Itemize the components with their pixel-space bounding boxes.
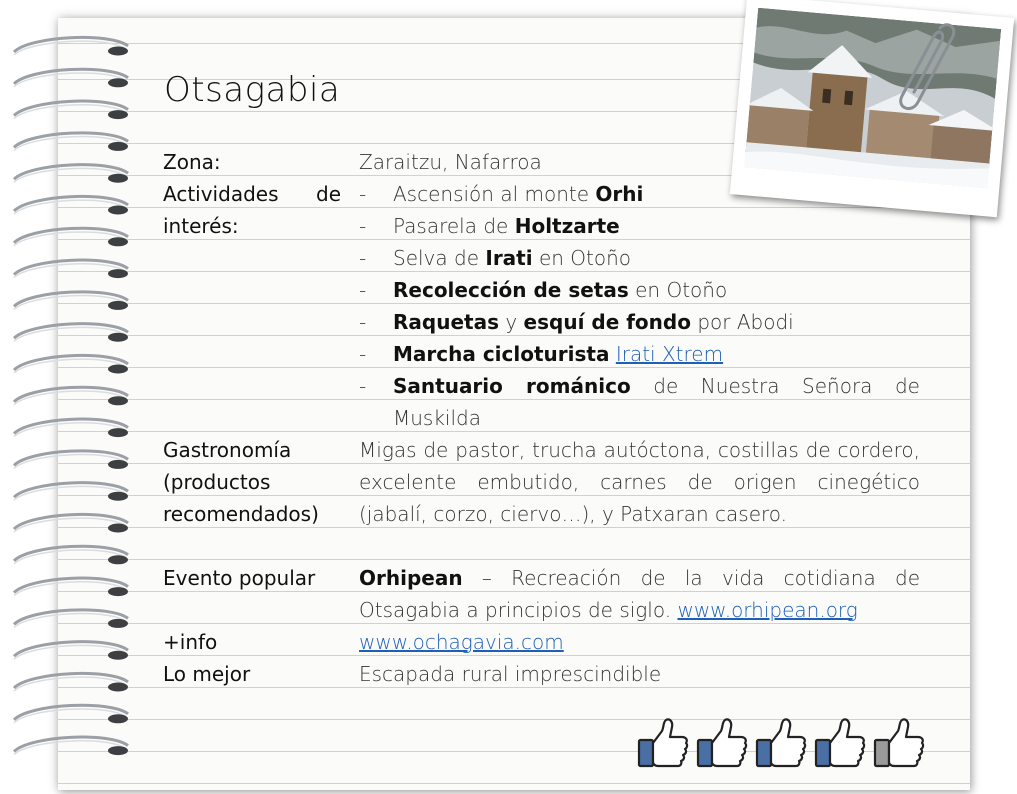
activity-item [359, 210, 920, 242]
activity-highlight: Santuario románico [393, 374, 631, 398]
activity-highlight: Orhi [595, 182, 644, 206]
spiral-ring [14, 610, 128, 628]
row-gastronomia [163, 434, 920, 530]
activity-text [393, 306, 920, 338]
activity-mid: y [498, 310, 524, 334]
spiral-ring [14, 69, 128, 87]
spiral-ring [14, 483, 128, 501]
irati-xtrem-link[interactable]: Irati Xtrem [615, 342, 724, 366]
thumbs-up-icon [754, 716, 807, 770]
spiral-ring [14, 737, 128, 755]
spiral-ring [14, 196, 128, 214]
actividades-list [359, 178, 920, 434]
spiral-ring [14, 101, 128, 119]
list-dash: - [359, 214, 367, 238]
row-lo-mejor [163, 658, 920, 690]
row-zona [163, 146, 920, 178]
spiral-ring [14, 37, 128, 55]
activity-highlight: esquí de fondo [523, 310, 691, 334]
activity-highlight: Irati [485, 246, 533, 270]
row-actividades [163, 178, 920, 434]
spiral-ring [14, 642, 128, 660]
spiral-ring [14, 292, 128, 310]
row-info [163, 626, 920, 658]
gastronomia-label [163, 434, 359, 530]
list-dash: - [359, 182, 367, 206]
orhipean-link[interactable]: www.orhipean.org [677, 598, 858, 622]
activity-pre: Ascensión al monte [393, 182, 596, 206]
row-evento [163, 562, 920, 626]
activity-item [359, 306, 920, 338]
info-table [163, 146, 920, 690]
list-dash: - [359, 246, 367, 270]
list-dash: - [359, 374, 367, 398]
activity-item [359, 338, 920, 370]
activity-text [393, 178, 920, 210]
spiral-ring [14, 133, 128, 151]
spiral-ring [14, 324, 128, 342]
spacer [163, 530, 920, 562]
activity-item [359, 370, 920, 434]
evento-text: – Recreación de la vida cotidiana de Otsagabia a principios de siglo. [359, 566, 920, 622]
thumbs-up-icon [813, 716, 866, 770]
thumbs-up-icon [636, 716, 689, 770]
rating-thumbs [636, 716, 925, 770]
activity-highlight: Holtzarte [514, 214, 620, 238]
activity-highlight: Recolección de setas [393, 278, 629, 302]
spiral-ring [14, 705, 128, 723]
thumbs-up-empty-icon [872, 716, 925, 770]
zona-label: Zona: [163, 150, 221, 174]
spiral-ring [14, 260, 128, 278]
activity-text [393, 338, 920, 370]
actividades-label-2: interés: [163, 214, 239, 238]
gastronomia-label-1: Gastronomía [163, 438, 292, 462]
actividades-label-1: Actividades [163, 182, 279, 206]
ochagavia-link[interactable]: www.ochagavia.com [359, 630, 564, 654]
gastronomia-value: Migas de pastor, trucha autóctona, costillas de cordero, excelente embutido, carnes de origen cinegético (jabalí, corzo, ciervo…), y Patxaran casero. [359, 438, 920, 526]
activity-post: en Otoño [532, 246, 632, 270]
spiral-ring [14, 673, 128, 691]
gastronomia-label-2: (productos [163, 470, 271, 494]
evento-value [359, 562, 920, 626]
spiral-binding [0, 30, 120, 770]
evento-name: Orhipean [359, 566, 463, 590]
spiral-ring [14, 514, 128, 532]
spiral-ring [14, 546, 128, 564]
activity-post: por Abodi [690, 310, 794, 334]
spiral-ring [14, 419, 128, 437]
activity-item [359, 242, 920, 274]
evento-label: Evento popular [163, 566, 316, 590]
activity-text [393, 210, 920, 242]
activity-pre: Selva de [393, 246, 486, 270]
activity-text [393, 274, 920, 306]
gastronomia-label-3: recomendados) [163, 502, 319, 526]
spiral-ring [14, 355, 128, 373]
spiral-ring [14, 228, 128, 246]
paperclip-icon [890, 20, 960, 119]
page-title: Otsagabia [164, 70, 341, 110]
lo-mejor-label: Lo mejor [163, 662, 251, 686]
lo-mejor-value: Escapada rural imprescindible [359, 662, 662, 686]
activity-highlight: Marcha cicloturista [393, 342, 610, 366]
spiral-ring [14, 578, 128, 596]
list-dash: - [359, 278, 367, 302]
activity-post: en Otoño [628, 278, 728, 302]
actividades-label-de: de [316, 182, 341, 206]
activity-post: de Nuestra Señora de Muskilda [393, 374, 920, 430]
activity-item [359, 274, 920, 306]
zona-value: Zaraitzu, Nafarroa [359, 150, 542, 174]
activity-text [393, 242, 920, 274]
spiral-ring [14, 451, 128, 469]
activity-highlight: Raquetas [393, 310, 499, 334]
info-value [359, 626, 920, 658]
activity-text [393, 370, 920, 434]
actividades-label [163, 178, 359, 434]
activity-pre: Pasarela de [393, 214, 515, 238]
info-label: +info [163, 630, 218, 654]
list-dash: - [359, 310, 367, 334]
activity-item [359, 178, 920, 210]
spiral-ring [14, 387, 128, 405]
list-dash: - [359, 342, 367, 366]
thumbs-up-icon [695, 716, 748, 770]
spiral-ring [14, 165, 128, 183]
